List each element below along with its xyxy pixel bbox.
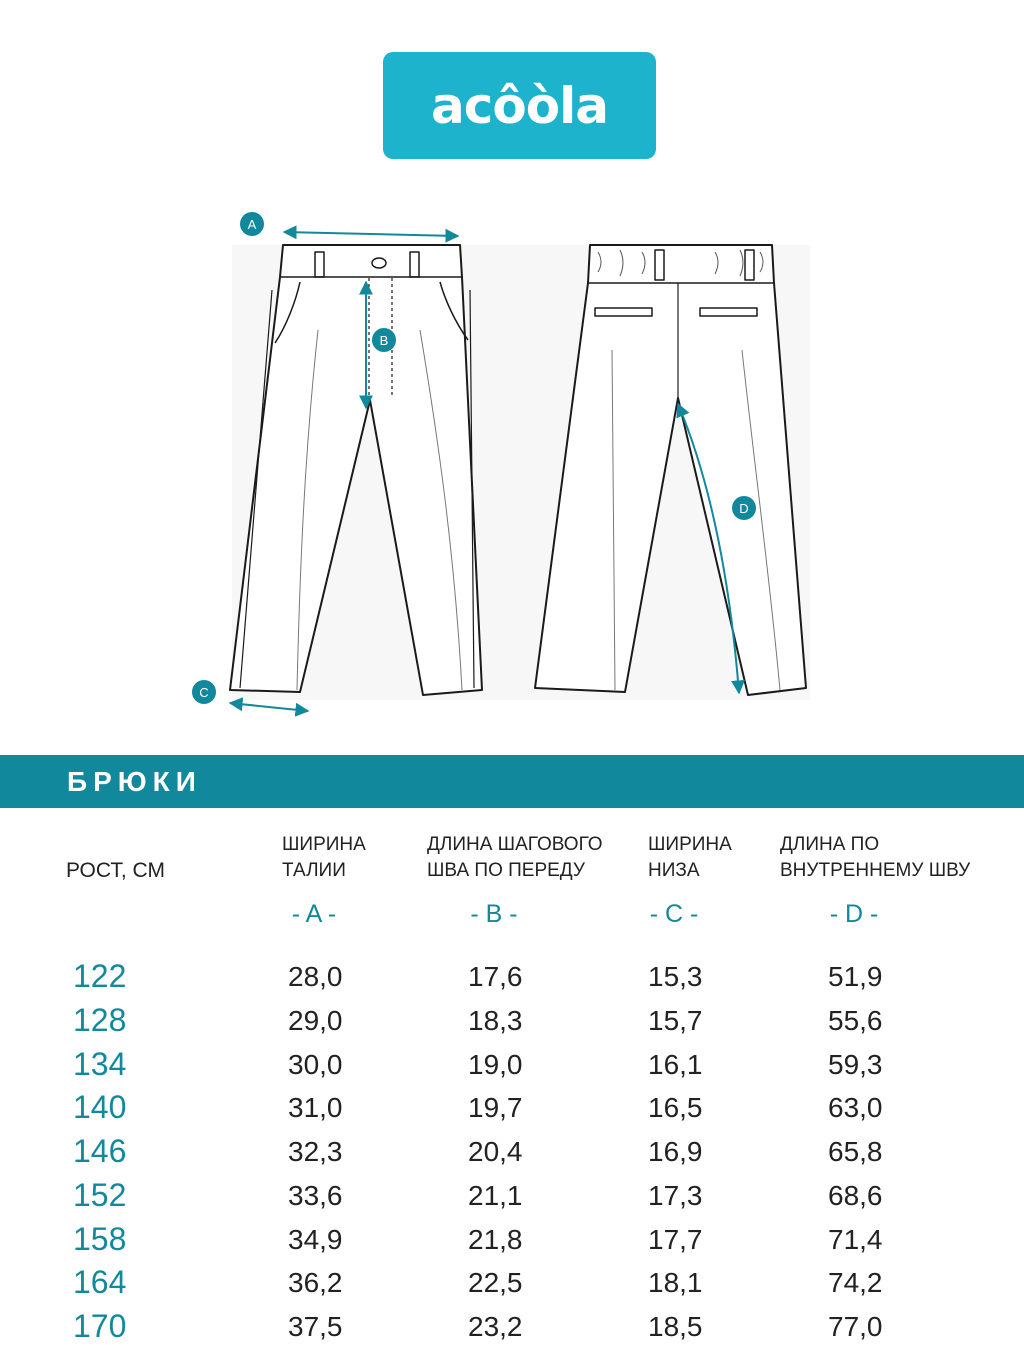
section-banner (0, 755, 1024, 808)
header-inseam-line2: ВНУТРЕННЕМУ ШВУ (780, 860, 971, 881)
header-inseam-line1: ДЛИНА ПО (780, 834, 880, 855)
header-waist-width (282, 832, 366, 884)
trousers-measurement-diagram (0, 200, 1024, 730)
waist-cell: 33,6 (288, 1179, 343, 1211)
height-cell: 140 (73, 1089, 127, 1126)
rise-cell: 17,6 (468, 961, 523, 992)
marker-d-badge (732, 496, 756, 520)
hem-cell: 18,5 (648, 1311, 703, 1342)
height-cell: 152 (73, 1176, 127, 1213)
height-cell: 146 (73, 1133, 127, 1169)
column-letter-c: - C - (649, 900, 699, 928)
inseam-cell: 77,0 (828, 1311, 883, 1342)
header-height (66, 858, 165, 884)
height-cell: 164 (73, 1264, 127, 1301)
table-row (0, 1086, 1024, 1130)
rise-cell: 20,4 (468, 1136, 523, 1167)
marker-d-label: D (739, 501, 749, 516)
height-cell: 134 (73, 1045, 127, 1082)
header-hem-line1: ШИРИНА (648, 834, 732, 855)
table-row (0, 955, 1024, 999)
rise-cell: 22,5 (468, 1267, 523, 1299)
inseam-cell: 71,4 (828, 1223, 883, 1255)
marker-b-label: B (379, 333, 389, 348)
marker-c-badge (192, 680, 216, 704)
rise-cell: 19,0 (468, 1048, 523, 1080)
marker-b-badge (372, 328, 396, 352)
inseam-cell: 74,2 (828, 1267, 883, 1299)
brand-logo (383, 52, 656, 159)
waist-cell: 34,9 (288, 1223, 343, 1255)
header-front-rise (427, 832, 603, 884)
inseam-cell: 55,6 (828, 1004, 883, 1036)
height-cell: 158 (73, 1220, 127, 1257)
waist-cell: 30,0 (288, 1048, 343, 1080)
table-row (0, 1261, 1024, 1305)
header-front-rise-line1: ДЛИНА ШАГОВОГО (427, 834, 603, 855)
table-row (0, 1174, 1024, 1218)
hem-cell: 16,5 (648, 1092, 703, 1124)
table-row (0, 1305, 1024, 1349)
marker-a-badge (240, 212, 264, 236)
hem-cell: 16,9 (648, 1136, 703, 1167)
waist-cell: 28,0 (288, 961, 343, 992)
header-hem-line2: НИЗА (648, 860, 700, 881)
inseam-cell: 51,9 (828, 961, 883, 992)
rise-cell: 19,7 (468, 1092, 523, 1124)
hem-cell: 15,3 (648, 961, 703, 992)
hem-cell: 18,1 (648, 1267, 703, 1299)
rise-cell: 18,3 (468, 1004, 523, 1036)
height-cell: 128 (73, 1001, 127, 1038)
header-inseam (780, 832, 970, 884)
table-row (0, 999, 1024, 1043)
table-row (0, 1043, 1024, 1087)
table-row (0, 1130, 1024, 1174)
marker-a-label: A (247, 217, 257, 232)
inseam-cell: 68,6 (828, 1179, 883, 1211)
waist-cell: 29,0 (288, 1004, 343, 1036)
inseam-cell: 65,8 (828, 1136, 883, 1167)
hem-cell: 16,1 (648, 1048, 703, 1080)
header-waist-line1: ШИРИНА (282, 834, 366, 855)
header-front-rise-line2: ШВА ПО ПЕРЕДУ (427, 860, 585, 881)
header-hem-width (648, 832, 732, 884)
rise-cell: 21,1 (468, 1179, 523, 1211)
brand-logo-text: acôòla (431, 76, 608, 135)
waist-cell: 37,5 (288, 1311, 343, 1342)
height-cell: 122 (73, 958, 127, 994)
hem-cell: 15,7 (648, 1004, 703, 1036)
waist-cell: 36,2 (288, 1267, 343, 1299)
rise-cell: 21,8 (468, 1223, 523, 1255)
column-letter-a: - A - (291, 900, 337, 928)
hem-cell: 17,3 (648, 1179, 703, 1211)
rise-cell: 23,2 (468, 1311, 523, 1342)
header-height-label: РОСТ, СМ (66, 859, 165, 882)
column-letter-d: - D - (829, 900, 879, 928)
hem-cell: 17,7 (648, 1223, 703, 1255)
waist-cell: 32,3 (288, 1136, 343, 1167)
section-title: БРЮКИ (67, 766, 202, 797)
inseam-cell: 59,3 (828, 1048, 883, 1080)
header-waist-line2: ТАЛИИ (282, 860, 346, 881)
height-cell: 170 (73, 1308, 127, 1344)
size-table (0, 955, 1024, 1349)
marker-c-label: C (199, 685, 209, 700)
column-letter-b: - B - (470, 900, 518, 928)
table-row (0, 1218, 1024, 1262)
waist-cell: 31,0 (288, 1092, 343, 1124)
inseam-cell: 63,0 (828, 1092, 883, 1124)
